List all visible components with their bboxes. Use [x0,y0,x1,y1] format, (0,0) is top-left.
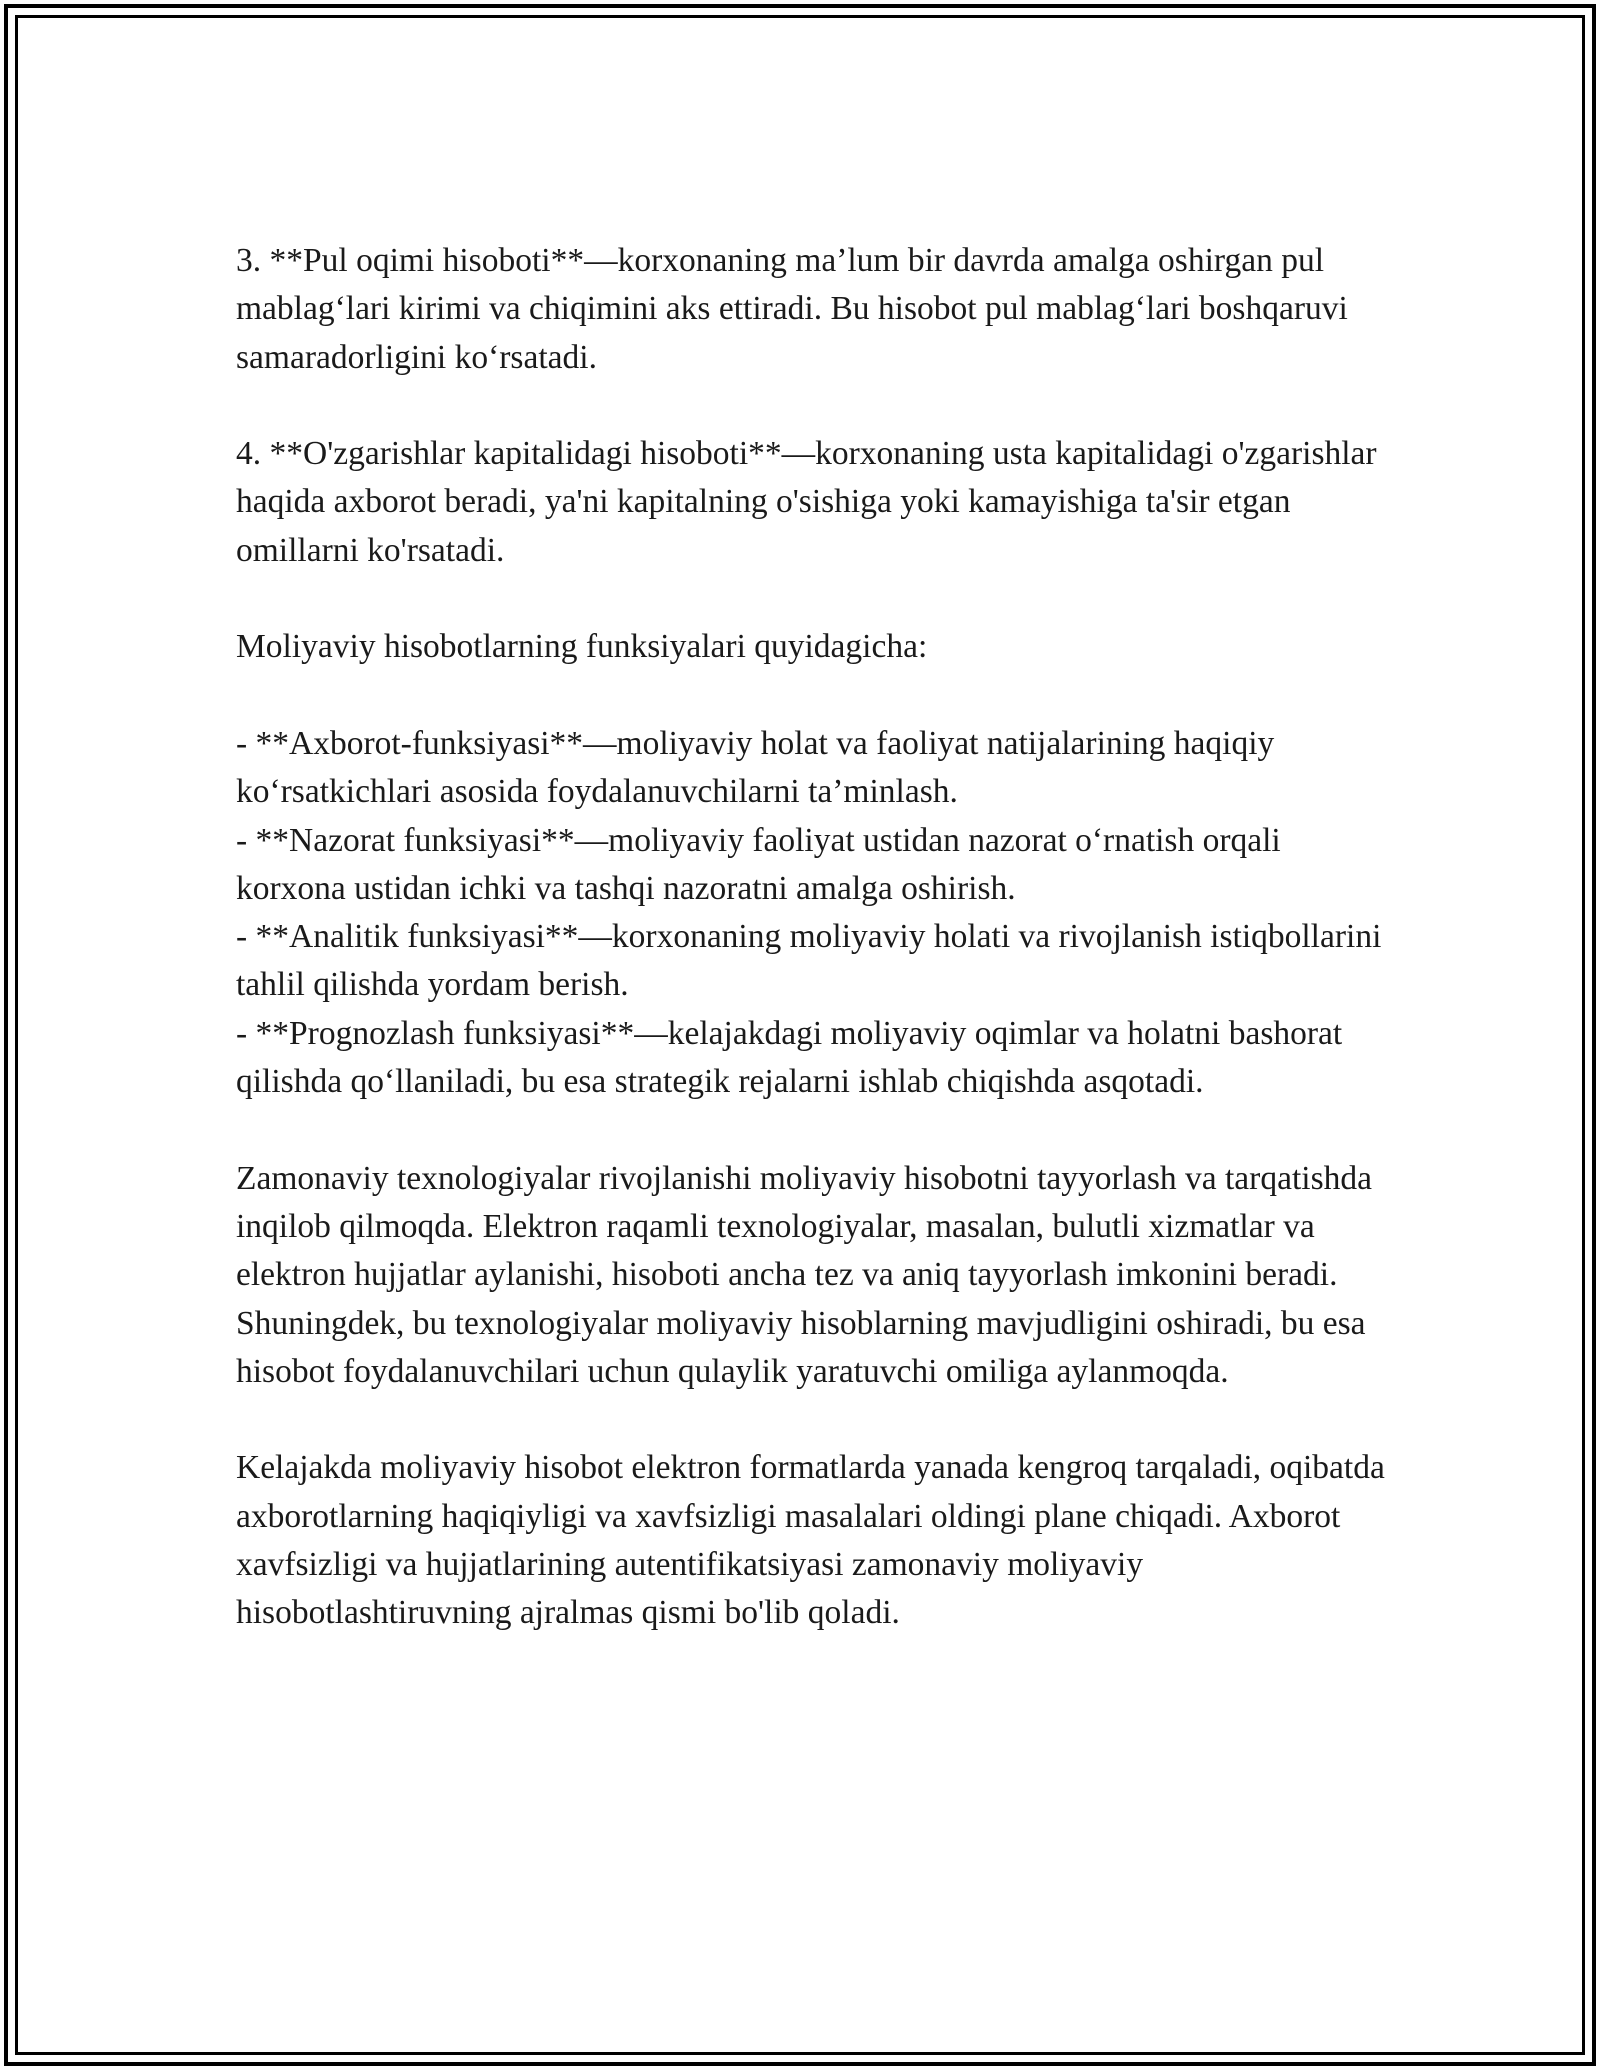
paragraph-cash-flow-report: 3. **Pul oqimi hisoboti**—korxonaning ma’lum bir davrda amalga oshirgan pul mablag‘lari kirimi va chiqimini aks ettiradi. Bu hisobot pul mablag‘lari boshqaruvi samaradorligini ko‘rsatadi. [236,242,1348,376]
list-item-analytic-function: - **Analitik funksiyasi**—korxonaning moliyaviy holati va rivojlanish istiqbollarini tahlil qilishda yordam berish. [236,918,1382,1004]
paragraph-capital-changes-report: 4. **O'zgarishlar kapitalidagi hisoboti**—korxonaning usta kapitalidagi o'zgarishlar haqida axborot beradi, ya'ni kapitalning o'sishiga yoki kamayishiga ta'sir etgan omillarni ko'rsatadi. [236,435,1377,569]
list-item-information-function: - **Axborot-funksiyasi**—moliyaviy holat va faoliyat natijalarining haqiqiy ko‘rsatkichlari asosida foydalanuvchilarni ta’minlash. [236,724,1275,811]
paragraph-functions-intro: Moliyaviy hisobotlarning funksiyalari quyidagicha: [236,628,928,666]
list-item-forecasting-function: - **Prognozlash funksiyasi**—kelajakdagi moliyaviy oqimlar va holatni bashorat qilishda qo‘llaniladi, bu esa strategik rejalarni ishlab chiqishda asqotadi. [236,1014,1343,1101]
list-item-control-function: - **Nazorat funksiyasi**—moliyaviy faoliyat ustidan nazorat o‘rnatish orqali korxona ustidan ichki va tashqi nazoratni amalga oshirish. [236,821,1281,907]
paragraph-modern-technologies: Zamonaviy texnologiyalar rivojlanishi moliyaviy hisobotni tayyorlash va tarqatishda inqilob qilmoqda. Elektron raqamli texnologiyalar, masalan, bulutli xizmatlar va elektron hujjatlar aylanishi, hisoboti ancha tez va aniq tayyorlash imkonini beradi. Shuningdek, bu texnologiyalar moliyaviy hisoblarning mavjudligini oshiradi, bu esa hisobot foydalanuvchilari uchun qulaylik yaratuvchi omiliga aylanmoqda. [236,1159,1372,1390]
paragraph-future-outlook: Kelajakda moliyaviy hisobot elektron formatlarda yanada kengroq tarqaladi, oqibatda axborotlarning haqiqiyligi va xavfsizligi masalalari oldingi plane chiqadi. Axborot xavfsizligi va hujjatlarining autentifikatsiyasi zamonaviy moliyaviy hisobotlashtiruvning ajralmas qismi bo'lib qoladi. [236,1449,1385,1632]
document-body [236,237,1386,1686]
functions-list [236,720,1386,1106]
